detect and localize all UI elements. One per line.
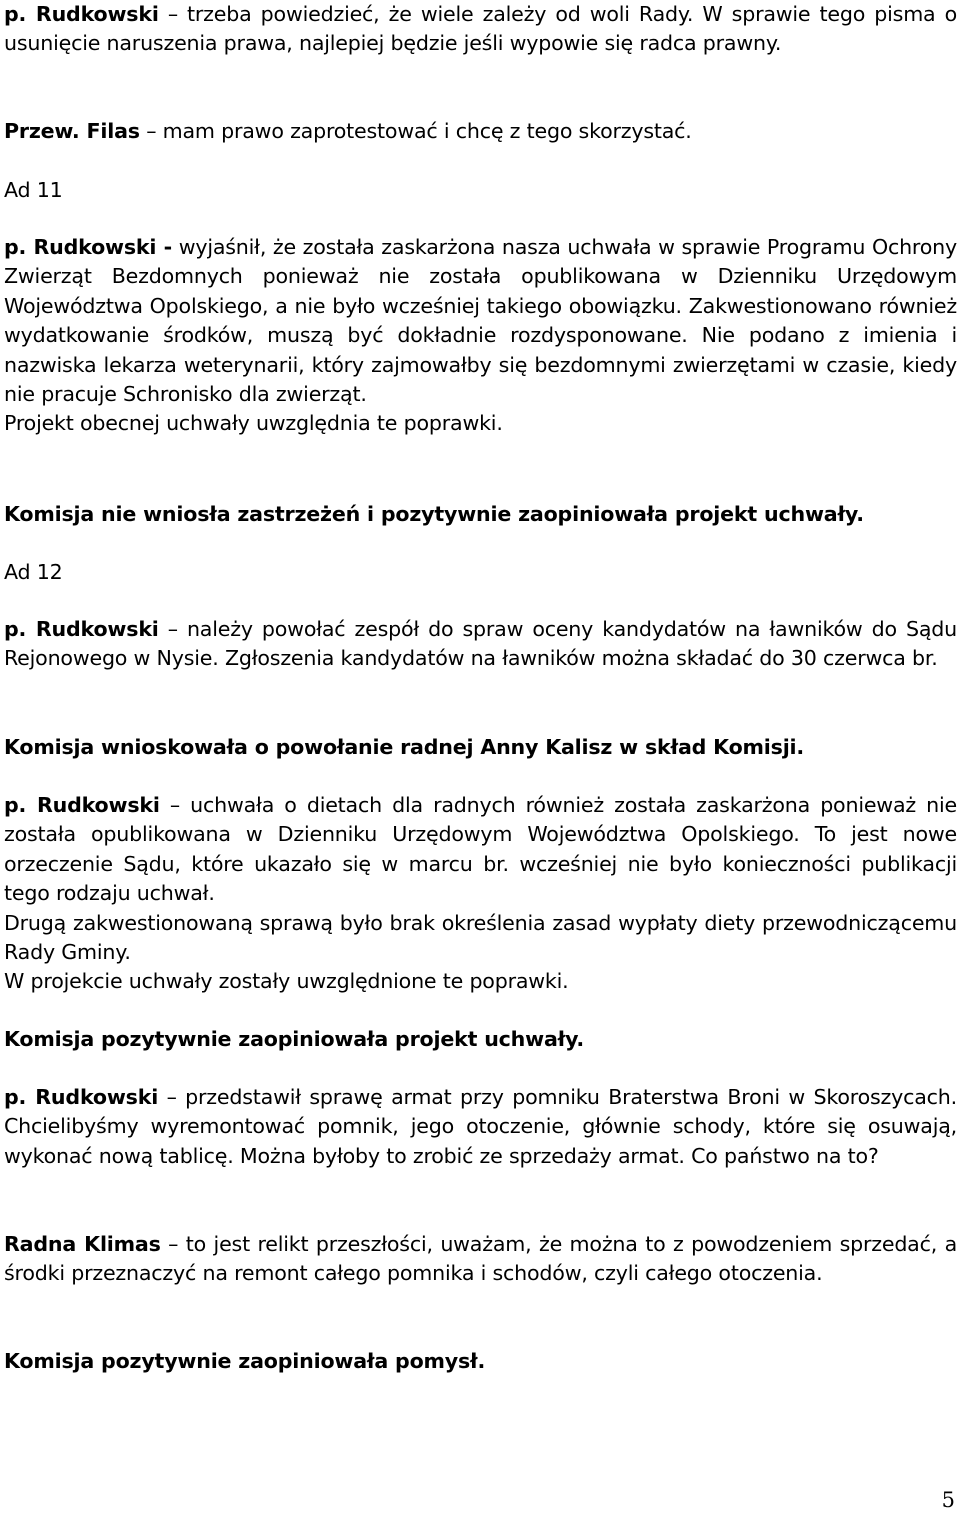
speaker-name: p. Rudkowski (4, 617, 159, 641)
paragraph-rudkowski-4 (4, 791, 957, 997)
page-number: 5 (941, 1488, 955, 1512)
paragraph-text: – uchwała o dietach dla radnych również została zaskarżona ponieważ nie została opublikowana w Dzienniku Urzędowym Województwa Opolskiego. To jest nowe orzeczenie Sądu, które ukazało się w marcu br. wcześniej nie było konieczności publikacji tego rodzaju uchwał. (4, 793, 957, 906)
paragraph-text: wyjaśnił, że została zaskarżona nasza uchwała w sprawie Programu Ochrony Zwierząt Bezdomnych ponieważ nie została opublikowana w Dzienniku Urzędowym Województwa Opolskiego, a nie było wcześniej takiego obowiązku. Zakwestionowano również wydatkowanie środków, muszą być dokładnie rozdysponowane. Nie podano z imienia i nazwiska lekarza weterynarii, który zajmowałby się bezdomnymi zwierzętami w czasie, kiedy nie pracuje Schronisko dla zwierząt. (4, 235, 957, 407)
paragraph-note: W projekcie uchwały zostały uwzględnione te poprawki. (4, 969, 569, 994)
paragraph-body (4, 791, 957, 909)
commission-opinion-3: Komisja pozytywnie zaopiniowała projekt uchwały. (4, 1027, 585, 1051)
speaker-name: p. Rudkowski (4, 2, 159, 26)
paragraph-rudkowski-1 (4, 0, 957, 59)
paragraph-text: – to jest relikt przeszłości, uważam, że można to z powodzeniem sprzedać, a środki przeznaczyć na remont całego pomnika i schodów, czyli całego otoczenia. (4, 1232, 957, 1286)
paragraph-rudkowski-5 (4, 1083, 957, 1171)
agenda-heading-ad-12: Ad 12 (4, 560, 63, 584)
commission-opinion-4: Komisja pozytywnie zaopiniowała pomysł. (4, 1349, 486, 1373)
commission-opinion-2: Komisja wnioskowała o powołanie radnej Anny Kalisz w skład Komisji. (4, 735, 805, 759)
paragraph-body (4, 233, 957, 409)
paragraph-filas (4, 117, 957, 146)
paragraph-note: Projekt obecnej uchwały uwzględnia te poprawki. (4, 411, 503, 436)
commission-opinion-1: Komisja nie wniosła zastrzeżeń i pozytywnie zaopiniowała projekt uchwały. (4, 502, 864, 526)
speaker-name: p. Rudkowski - (4, 235, 172, 259)
speaker-name: p. Rudkowski (4, 1085, 159, 1109)
paragraph-rudkowski-2 (4, 233, 957, 439)
speaker-name: p. Rudkowski (4, 793, 160, 817)
paragraph-klimas (4, 1230, 957, 1289)
speaker-name: Radna Klimas (4, 1232, 161, 1256)
paragraph-text: – przedstawił sprawę armat przy pomniku Braterstwa Broni w Skoroszycach. Chcielibyśmy wyremontować pomnik, jego otoczenie, głównie schody, które się osuwają, wykonać nową tablicę. Można byłoby to zrobić ze sprzedaży armat. Co państwo na to? (4, 1085, 957, 1168)
paragraph-text: – mam prawo zaprotestować i chcę z tego skorzystać. (139, 119, 692, 143)
paragraph-text: – trzeba powiedzieć, że wiele zależy od woli Rady. W sprawie tego pisma o usunięcie naruszenia prawa, najlepiej będzie jeśli wypowie się radca prawny. (4, 2, 957, 56)
paragraph-text: – należy powołać zespół do spraw oceny kandydatów na ławników do Sądu Rejonowego w Nysie. Zgłoszenia kandydatów na ławników można składać do 30 czerwca br. (4, 617, 957, 671)
speaker-name: Przew. Filas (4, 119, 140, 143)
paragraph-note: Drugą zakwestionowaną sprawą było brak określenia zasad wypłaty diety przewodniczącemu Rady Gminy. (4, 910, 957, 965)
paragraph-rudkowski-3 (4, 615, 957, 674)
agenda-heading-ad-11: Ad 11 (4, 178, 63, 202)
